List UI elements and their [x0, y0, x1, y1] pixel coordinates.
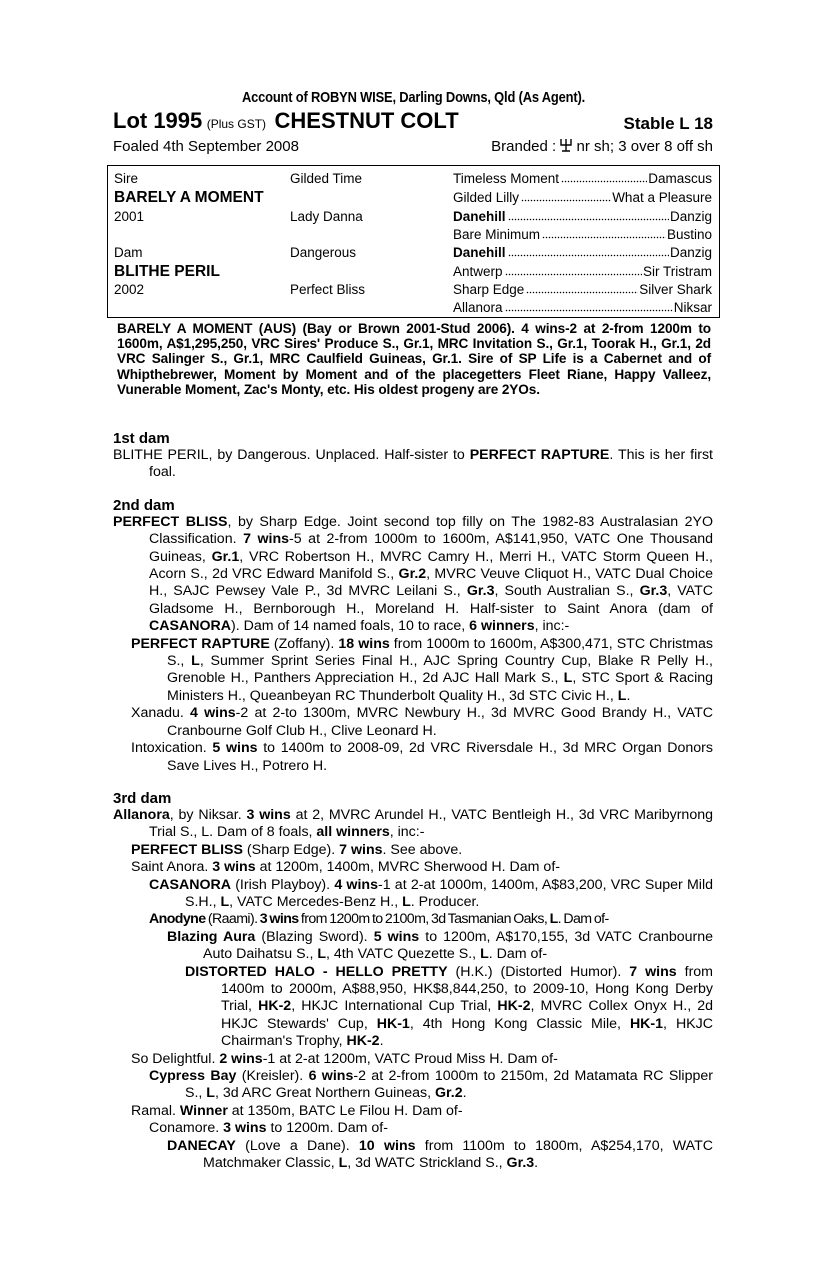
dot-leader — [526, 282, 638, 294]
pedigree-ancestor-name: Bare Minimum — [453, 227, 541, 242]
text: . See above. — [382, 841, 463, 858]
text: (Kreisler). — [236, 1068, 309, 1084]
pedigree-row — [108, 208, 719, 226]
progeny-entry — [113, 636, 713, 706]
progeny-entry — [113, 1138, 713, 1173]
text: , 3d ARC Great Northern Guineas, — [214, 1085, 435, 1102]
bold-text: L — [191, 653, 200, 670]
text: , 4th Hong Kong Classic Mile, — [409, 1015, 630, 1032]
bold-text: Blazing Aura — [167, 928, 256, 945]
text: , VATC Mercedes-Benz H., — [229, 893, 403, 910]
text: , South Australian S., — [494, 583, 640, 600]
bold-text: Allanora — [113, 806, 170, 823]
dot-leader — [505, 264, 642, 276]
text: , by Niksar. — [169, 806, 247, 823]
dot-leader — [561, 171, 647, 183]
bold-text: Gr.3 — [506, 1155, 535, 1172]
pedigree-horse-name: BARELY A MOMENT — [114, 189, 264, 206]
pedigree-ancestor-sire: Danzig — [669, 209, 712, 224]
bold-text: 3 wins — [212, 859, 256, 876]
pedigree-grandparent — [453, 245, 712, 260]
text: , HKJC Chairman's Trophy, — [221, 1015, 713, 1050]
pedigree-row — [108, 226, 719, 244]
progeny-entry — [113, 842, 713, 859]
text: Ramal. — [131, 1102, 180, 1119]
text: at 1200m, 1400m, MVRC Sherwood H. Dam of- — [255, 859, 560, 876]
bold-text: Gr.1 — [211, 548, 240, 565]
progeny-entry — [113, 964, 713, 1051]
bold-text: 6 wins — [308, 1068, 354, 1084]
text: ). Dam of 14 named foals, 10 to race, — [230, 618, 470, 635]
section-heading: 3rd dam — [113, 789, 172, 807]
text: -5 at 2-from 1000m to 1600m, A$141,950, VATC One Thousand Guineas, — [149, 531, 713, 565]
pedigree-ancestor-name: Timeless Moment — [453, 171, 560, 186]
bold-text: Cypress Bay — [149, 1068, 237, 1084]
pedigree-row — [108, 299, 719, 317]
bold-text: 3 wins — [246, 806, 291, 823]
bold-text: Gr.3 — [466, 583, 495, 600]
text: , STC Sport & Racing Ministers H., Queanbeyan RC Thunderbolt Quality H., 3d STC Civic H., — [167, 670, 713, 704]
text: (H.K.) (Distorted Humor). — [447, 963, 630, 980]
dam-entry — [113, 514, 713, 636]
bold-text: L — [206, 1085, 215, 1102]
lot-number: Lot 1995 — [113, 108, 203, 133]
text: , inc:- — [534, 618, 570, 635]
text: (Zoffany). — [269, 635, 339, 652]
text: -2 at 2-from 1000m to 2150m, 2d Matamata RC Slipper S., — [185, 1068, 713, 1102]
bold-text: Gr.2 — [434, 1085, 463, 1102]
text: , 3d WATC Strickland S., — [347, 1155, 507, 1172]
bold-text: L — [563, 670, 573, 687]
dot-leader — [521, 190, 611, 202]
bold-text: HK-1 — [376, 1015, 410, 1032]
bold-text: L — [549, 911, 558, 928]
branding — [491, 138, 713, 155]
pedigree-row — [108, 170, 719, 188]
text: , HKJC International Cup Trial, — [291, 998, 498, 1015]
text: . Dam of- — [557, 911, 609, 928]
bold-text: 10 wins — [358, 1137, 416, 1154]
bold-text: CASANORA — [149, 876, 231, 893]
pedigree-ancestor-name: Danehill — [453, 209, 506, 224]
bold-text: 2 wins — [219, 1050, 263, 1067]
bold-text: L — [338, 1155, 348, 1172]
pedigree-parent: Lady Danna — [290, 209, 363, 224]
text: , MVRC Collex Onyx H., 2d HKJC Stewards' Cup, — [221, 998, 714, 1032]
pedigree-grandparent — [453, 171, 712, 186]
bold-text: 5 wins — [373, 928, 420, 945]
progeny-entry — [113, 859, 713, 876]
pedigree-grandparent — [453, 227, 712, 242]
pedigree-ancestor-sire: Silver Shark — [639, 282, 712, 297]
bold-text: PERFECT BLISS — [131, 841, 243, 858]
bold-text: L — [220, 893, 230, 910]
text: -1 at 2-at 1200m, VATC Proud Miss H. Dam of- — [262, 1050, 558, 1067]
progeny-entry — [113, 1051, 713, 1068]
sire-paragraph: BARELY A MOMENT (AUS) (Bay or Brown 2001-Stud 2006). 4 wins-2 at 2-from 1200m to 1600m, A$1,295,250, VRC Sires' Produce S., Gr.1, MRC Invitation S., Gr.1, Toorak H., Gr.1, 2d VRC Salinger S., Gr.1, MRC Caulfield Guineas, Gr.1. Sire of SP Life is a Cabernet and of Whipthebrewer, Moment by Moment and of the placegetters Fleet Riane, Happy Valleez, Vunerable Moment, Zac's Monty, etc. His oldest progeny are 2YOs. — [117, 321, 711, 397]
text: (Sharp Edge). — [242, 841, 340, 858]
text: -1 at 2-at 1000m, 1400m, A$83,200, VRC Super Mild S.H., — [185, 876, 713, 910]
pedigree-grandparent — [453, 190, 712, 205]
pedigree-label: Dam — [114, 245, 143, 260]
vendor-account: Account of ROBYN WISE, Darling Downs, Qld (As Agent). — [241, 89, 586, 106]
text: , Summer Sprint Series Final H., AJC Spring Country Cup, Blake R Pelly H., Grenoble H., Panthers Appreciation H., 2d AJC Hall Mark S., — [167, 653, 713, 687]
text: So Delightful. — [131, 1050, 220, 1067]
text: at 2, MVRC Arundel H., VATC Bentleigh H., 3d VRC Maribyrnong Trial S., L. Dam of 8 foals, — [149, 806, 713, 841]
bold-text: L — [480, 946, 489, 963]
text: Intoxication. — [131, 740, 213, 757]
text: . Dam of- — [488, 946, 548, 963]
text: Xanadu. — [131, 705, 191, 722]
pedigree-ancestor-sire: Bustino — [666, 227, 712, 242]
pedigree-ancestor-sire: Sir Tristram — [643, 264, 712, 279]
dot-leader — [542, 227, 666, 239]
bold-text: CASANORA — [149, 618, 231, 635]
text: BLITHE PERIL, by Dangerous. Unplaced. Half-sister to — [113, 447, 470, 463]
text: Saint Anora. — [131, 859, 213, 876]
pedigree-parent: Dangerous — [290, 245, 357, 260]
brand-mark-icon — [560, 138, 572, 152]
progeny-entry — [113, 877, 713, 912]
dot-leader — [505, 300, 673, 312]
bold-text: PERFECT RAPTURE — [469, 447, 610, 463]
bold-text: DANECAY — [167, 1137, 236, 1154]
dot-leader — [508, 209, 669, 221]
bold-text: L — [402, 893, 411, 910]
dam-entry — [113, 807, 713, 842]
pedigree-ancestor-sire: Danzig — [669, 245, 712, 260]
text: to 1400m to 2008-09, 2d VRC Riversdale H., 3d MRC Organ Donors Save Lives H., Potrero H. — [167, 740, 714, 774]
pedigree-row — [108, 263, 719, 281]
text: from 1400m to 2000m, A$88,950, HK$8,844,250, to 2009-10, Hong Kong Derby Trial, — [221, 963, 714, 1015]
bold-text: Gr.2 — [398, 566, 427, 583]
pedigree-parent: Gilded Time — [290, 171, 363, 186]
pedigree-parent: Perfect Bliss — [290, 282, 366, 297]
progeny-entry — [113, 740, 713, 775]
pedigree-ancestor-name: Gilded Lilly — [453, 190, 520, 205]
text: (Irish Playboy). — [230, 876, 335, 893]
pedigree-ancestor-name: Allanora — [453, 300, 503, 315]
text: . — [626, 687, 631, 704]
plus-gst-note: (Plus GST) — [206, 117, 267, 131]
bold-text: 5 wins — [212, 740, 258, 757]
bold-text: L — [317, 946, 327, 963]
pedigree-ancestor-name: Antwerp — [453, 264, 503, 279]
bold-text: L — [617, 687, 627, 704]
bold-text: 3 wins — [259, 911, 299, 928]
text: Conamore. — [149, 1120, 224, 1137]
text: , 4th VATC Quezette S., — [326, 946, 481, 963]
text: . — [379, 1033, 384, 1050]
text: -2 at 2-to 1300m, MVRC Newbury H., 3d MVRC Good Brandy H., VATC Cranbourne Golf Club H., Clive Leonard H. — [167, 705, 713, 739]
pedigree-ancestor-sire: Damascus — [648, 171, 712, 186]
text: , MVRC Veuve Cliquot H., VATC Dual Choice H., SAJC Pewsey Vale P., 3d MVRC Leilani S., — [149, 566, 713, 600]
progeny-entry — [113, 1068, 713, 1103]
pedigree-label: Sire — [114, 171, 139, 186]
progeny-entry — [113, 705, 713, 740]
pedigree-grandparent — [453, 282, 712, 297]
bold-text: PERFECT BLISS — [113, 513, 228, 530]
progeny-entry — [113, 1120, 713, 1137]
bold-text: 7 wins — [629, 963, 677, 980]
branded-text: nr sh; 3 over 8 off sh — [576, 138, 713, 155]
bold-text: 4 wins — [334, 876, 378, 893]
bold-text: HK-2 — [258, 998, 292, 1015]
bold-text: all winners — [316, 824, 390, 841]
progeny-entry — [113, 929, 713, 964]
bold-text: Anodyne — [149, 911, 206, 928]
text: . Producer. — [410, 893, 480, 910]
text: (Raami). — [205, 911, 260, 928]
stable-location: Stable L 18 — [623, 114, 713, 133]
dam-lines — [113, 430, 713, 1172]
bold-text: 4 wins — [190, 705, 236, 722]
bold-text: 7 wins — [339, 841, 383, 858]
pedigree-label: 2002 — [114, 282, 145, 297]
text: . — [462, 1085, 467, 1102]
text: at 1350m, BATC Le Filou H. Dam of- — [227, 1102, 463, 1119]
pedigree-grandparent — [453, 209, 712, 224]
bold-text: DISTORTED HALO - HELLO PRETTY — [185, 963, 448, 980]
bold-text: 18 wins — [338, 635, 390, 652]
pedigree-ancestor-name: Danehill — [453, 245, 506, 260]
pedigree-grandparent — [453, 264, 712, 279]
pedigree-ancestor-name: Sharp Edge — [453, 282, 525, 297]
text: to 1200m. Dam of- — [266, 1120, 388, 1137]
text: (Blazing Sword). — [255, 928, 374, 945]
bold-text: Winner — [179, 1102, 228, 1119]
text: (Love a Dane). — [235, 1137, 359, 1154]
text: from 1100m to 1800m, A$254,170, WATC Matchmaker Classic, — [203, 1137, 713, 1172]
pedigree-ancestor-sire: What a Pleasure — [612, 190, 712, 205]
pedigree-horse-name: BLITHE PERIL — [114, 263, 220, 280]
bold-text: HK-2 — [497, 998, 531, 1015]
bold-text: HK-2 — [346, 1033, 380, 1050]
text: . — [534, 1155, 539, 1172]
bold-text: 7 wins — [243, 531, 290, 548]
bold-text: PERFECT RAPTURE — [131, 635, 270, 652]
bold-text: 3 wins — [223, 1120, 267, 1137]
text: , VATC Gladsome H., Bernborough H., Moreland H. Half-sister to Saint Anora (dam of — [149, 583, 714, 617]
text: from 1200m to 2100m, 3d Tasmanian Oaks, — [298, 911, 550, 928]
lot-header — [113, 108, 713, 136]
section-heading: 2nd dam — [113, 496, 175, 514]
foaled-date: Foaled 4th September 2008 — [113, 138, 299, 155]
bold-text: 6 winners — [469, 618, 535, 635]
pedigree-label: 2001 — [114, 209, 145, 224]
pedigree-ancestor-sire: Niksar — [673, 300, 712, 315]
text: , VRC Robertson H., MVRC Camry H., Merri H., VATC Storm Queen H., Acorn S., 2d VRC Edward Manifold S., — [149, 548, 713, 583]
horse-description: CHESTNUT COLT — [274, 108, 459, 133]
section-heading: 1st dam — [113, 430, 170, 447]
text: , inc:- — [389, 824, 425, 841]
text: to 1200m, A$170,155, 3d VATC Cranbourne Auto Daihatsu S., — [203, 928, 714, 963]
pedigree-grandparent — [453, 300, 712, 315]
progeny-entry — [113, 911, 713, 928]
pedigree-row — [108, 281, 719, 299]
pedigree-row — [108, 189, 719, 207]
pedigree-row — [108, 244, 719, 262]
text: from 1000m to 1600m, A$300,471, STC Christmas S., — [167, 635, 713, 670]
pedigree-table — [107, 165, 720, 318]
text: . This is her first foal. — [149, 447, 713, 481]
bold-text: Gr.3 — [639, 583, 668, 600]
dot-leader — [508, 245, 669, 257]
bold-text: HK-1 — [629, 1015, 664, 1032]
branded-label: Branded : — [491, 138, 557, 155]
dam-entry — [113, 447, 713, 482]
progeny-entry — [113, 1103, 713, 1120]
text: , by Sharp Edge. Joint second top filly on The 1982-83 Australasian 2YO Classification. — [149, 513, 714, 548]
